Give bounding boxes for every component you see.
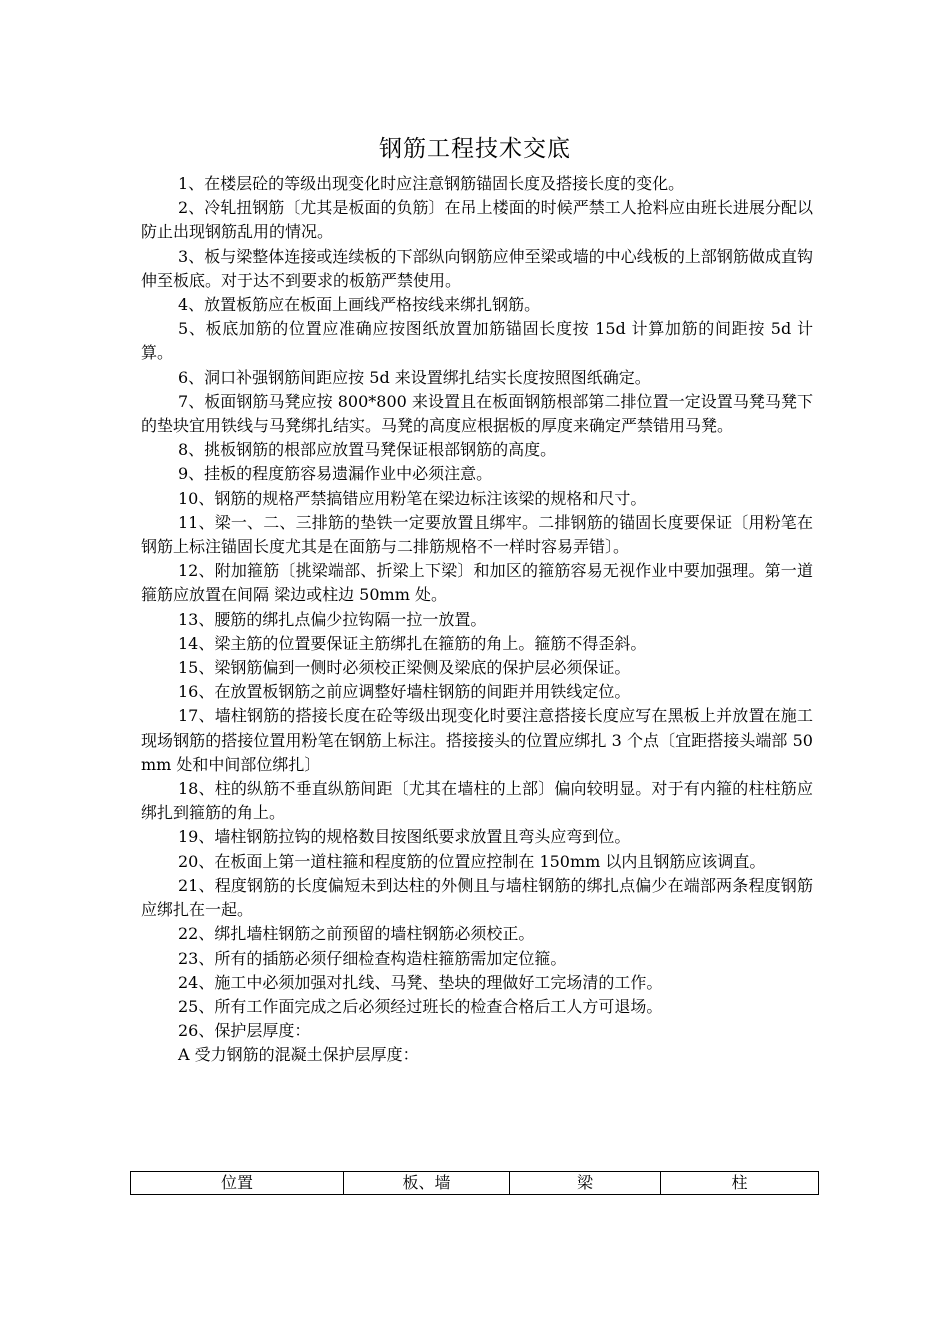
cover-thickness-table: [130, 1171, 819, 1195]
paragraph-13: 13、腰筋的绑扎点偏少拉钩隔一拉一放置。: [178, 609, 487, 629]
paragraph-16: 16、在放置板钢筋之前应调整好墙柱钢筋的间距并用铁线定位。: [178, 682, 631, 702]
paragraph-23: 23、所有的插筋必须仔细检查构造柱箍筋需加定位箍。: [178, 948, 567, 968]
document-body: [141, 172, 813, 1068]
paragraph-21: 21、程度钢筋的长度偏短未到达柱的外侧且与墙柱钢筋的绑扎点偏少在端部两条程度钢筋应绑扎在一起。: [141, 875, 813, 920]
paragraph-12: 12、附加箍筋〔挑梁端部、折梁上下梁〕和加区的箍筋容易无视作业中要加强理。第一道箍筋应放置在间隔 梁边或柱边 50mm 处。: [141, 561, 813, 605]
paragraph-22: 22、绑扎墙柱钢筋之前预留的墙柱钢筋必须校正。: [178, 924, 535, 944]
paragraph-24: 24、施工中必须加强对扎线、马凳、垫块的理做好工完场清的工作。: [178, 972, 663, 992]
paragraph-2: 2、冷轧扭钢筋〔尤其是板面的负筋〕在吊上楼面的时候严禁工人抢料应由班长进展分配以防止出现钢筋乱用的情况。: [141, 198, 813, 242]
paragraph-27: A 受力钢筋的混凝土保护层厚度：: [178, 1045, 419, 1065]
paragraph-3: 3、板与梁整体连接或连续板的下部纵向钢筋应伸至梁或墙的中心线板的上部钢筋做成直钩伸至板底。对于达不到要求的板筋严禁使用。: [141, 246, 813, 290]
paragraph-15: 15、梁钢筋偏到一侧时必须校正梁侧及梁底的保护层必须保证。: [178, 658, 631, 678]
paragraph-1: 1、在楼层砼的等级出现变化时应注意钢筋锚固长度及搭接长度的变化。: [178, 174, 685, 193]
table-header-cell-position: 位置: [131, 1172, 344, 1195]
paragraph-25: 25、所有工作面完成之后必须经过班长的检查合格后工人方可退场。: [178, 996, 663, 1016]
document-title: 钢筋工程技术交底: [379, 136, 571, 162]
table-header-cell-column: 柱: [661, 1172, 819, 1195]
paragraph-17: 17、墙柱钢筋的搭接长度在砼等级出现变化时要注意搭接长度应写在黑板上并放置在施工现场钢筋的搭接位置用粉笔在钢筋上标注。搭接接头的位置应绑扎 3 个点〔宜距搭接头端部 50mm 处和中间部位绑扎〕: [141, 706, 813, 774]
paragraph-6: 6、洞口补强钢筋间距应按 5d 来设置绑扎结实长度按照图纸确定。: [178, 367, 651, 387]
paragraph-11: 11、梁一、二、三排筋的垫铁一定要放置且绑牢。二排钢筋的锚固长度要保证〔用粉笔在钢筋上标注锚固长度尤其是在面筋与二排筋规格不一样时容易弄错〕。: [141, 512, 813, 557]
paragraph-4: 4、放置板筋应在板面上画线严格按线来绑扎钢筋。: [178, 295, 541, 315]
paragraph-5: 5、板底加筋的位置应准确应按图纸放置加筋锚固长度按 15d 计算加筋的间距按 5d 计算。: [141, 319, 813, 363]
paragraph-8: 8、挑板钢筋的根部应放置马凳保证根部钢筋的高度。: [178, 440, 557, 460]
cover-thickness-table-wrap: [130, 1171, 820, 1195]
table-header-row: [131, 1172, 819, 1195]
paragraph-7: 7、板面钢筋马凳应按 800*800 来设置且在板面钢筋根部第二排位置一定设置马凳马凳下的垫块宜用铁线与马凳绑扎结实。马凳的高度应根据板的厚度来确定严禁错用马凳。: [141, 391, 813, 436]
paragraph-9: 9、挂板的程度筋容易遗漏作业中必须注意。: [178, 464, 493, 484]
paragraph-10: 10、钢筋的规格严禁搞错应用粉笔在梁边标注该梁的规格和尺寸。: [178, 488, 647, 508]
table-header-cell-beam: 梁: [510, 1172, 661, 1195]
paragraph-14: 14、梁主筋的位置要保证主筋绑扎在箍筋的角上。箍筋不得歪斜。: [178, 633, 647, 653]
paragraph-26: 26、保护层厚度：: [178, 1021, 311, 1041]
paragraph-19: 19、墙柱钢筋拉钩的规格数目按图纸要求放置且弯头应弯到位。: [178, 827, 631, 847]
table-header-cell-slab-wall: 板、墙: [344, 1172, 510, 1195]
paragraph-18: 18、柱的纵筋不垂直纵筋间距〔尤其在墙柱的上部〕偏向较明显。对于有内箍的柱柱筋应绑扎到箍筋的角上。: [141, 779, 813, 823]
paragraph-20: 20、在板面上第一道柱箍和程度筋的位置应控制在 150mm 以内且钢筋应该调直。: [178, 851, 766, 871]
